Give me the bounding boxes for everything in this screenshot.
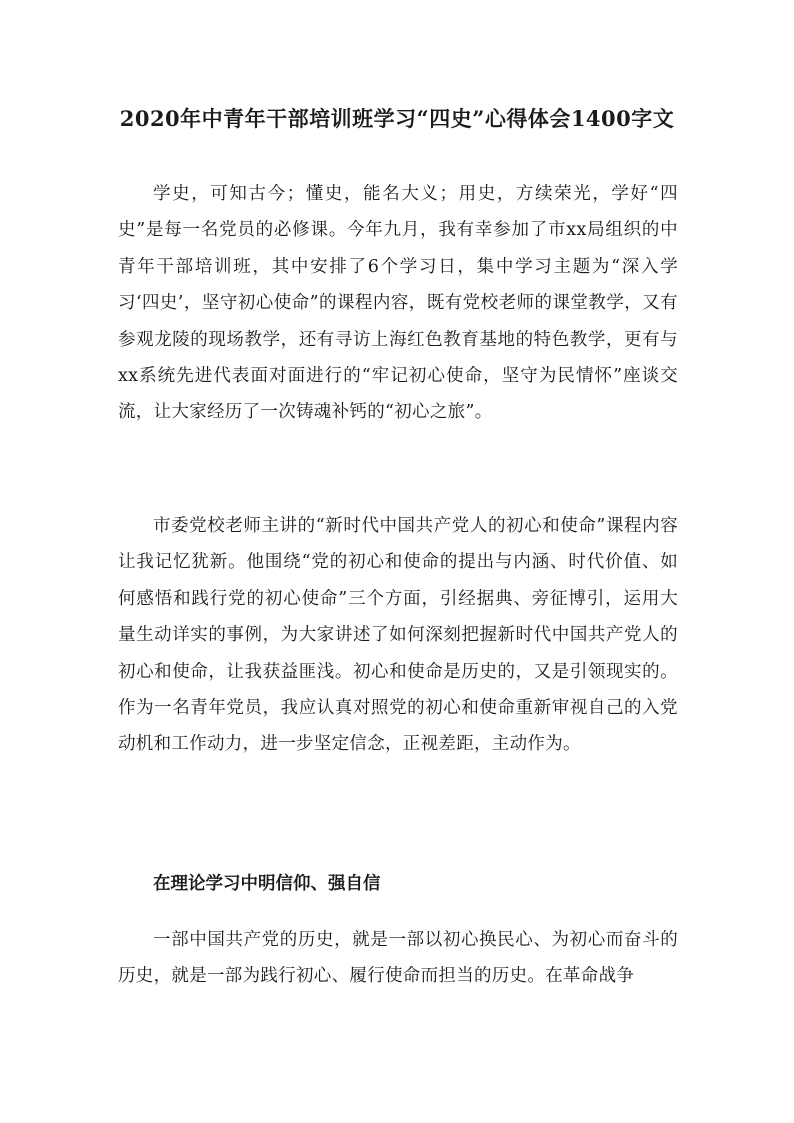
section-heading: 在理论学习中明信仰、强自信 [153, 874, 381, 894]
body-paragraph-3: 一部中国共产党的历史，就是一部以初心换民心、为初心而奋斗的历史，就是一部为践行初心、履行使命而担当的历史。在革命战争 [118, 930, 678, 987]
body-paragraph-2: 市委党校老师主讲的“新时代中国共产党人的初心和使命”课程内容让我记忆犹新。他围绕“党的初心和使命的提出与内涵、时代价值、如何感悟和践行党的初心使命”三个方面，引经据典、旁征博引，运用大量生动详实的事例，为大家讲述了如何深刻把握新时代中国共产党人的初心和使命，让我获益匪浅。初心和使命是历史的，又是引领现实的。作为一名青年党员，我应认真对照党的初心和使命重新审视自己的入党动机和工作动力，进一步坚定信念，正视差距，主动作为。 [118, 516, 678, 755]
document-title: 2020年中青年干部培训班学习“四史”心得体会1400字文 [119, 106, 675, 131]
body-paragraph-1: 学史，可知古今；懂史，能名大义；用史，方续荣光，学好“四史”是每一名党员的必修课。今年九月，我有幸参加了市xx局组织的中青年干部培训班，其中安排了6个学习日，集中学习主题为“深入学习‘四史’，坚守初心使命”的课程内容，既有党校老师的课堂教学，又有参观龙陵的现场教学，还有寻访上海红色教育基地的特色教学，更有与xx系统先进代表面对面进行的“牢记初心使命，坚守为民情怀”座谈交流，让大家经历了一次铸魂补钙的“初心之旅”。 [118, 184, 678, 423]
